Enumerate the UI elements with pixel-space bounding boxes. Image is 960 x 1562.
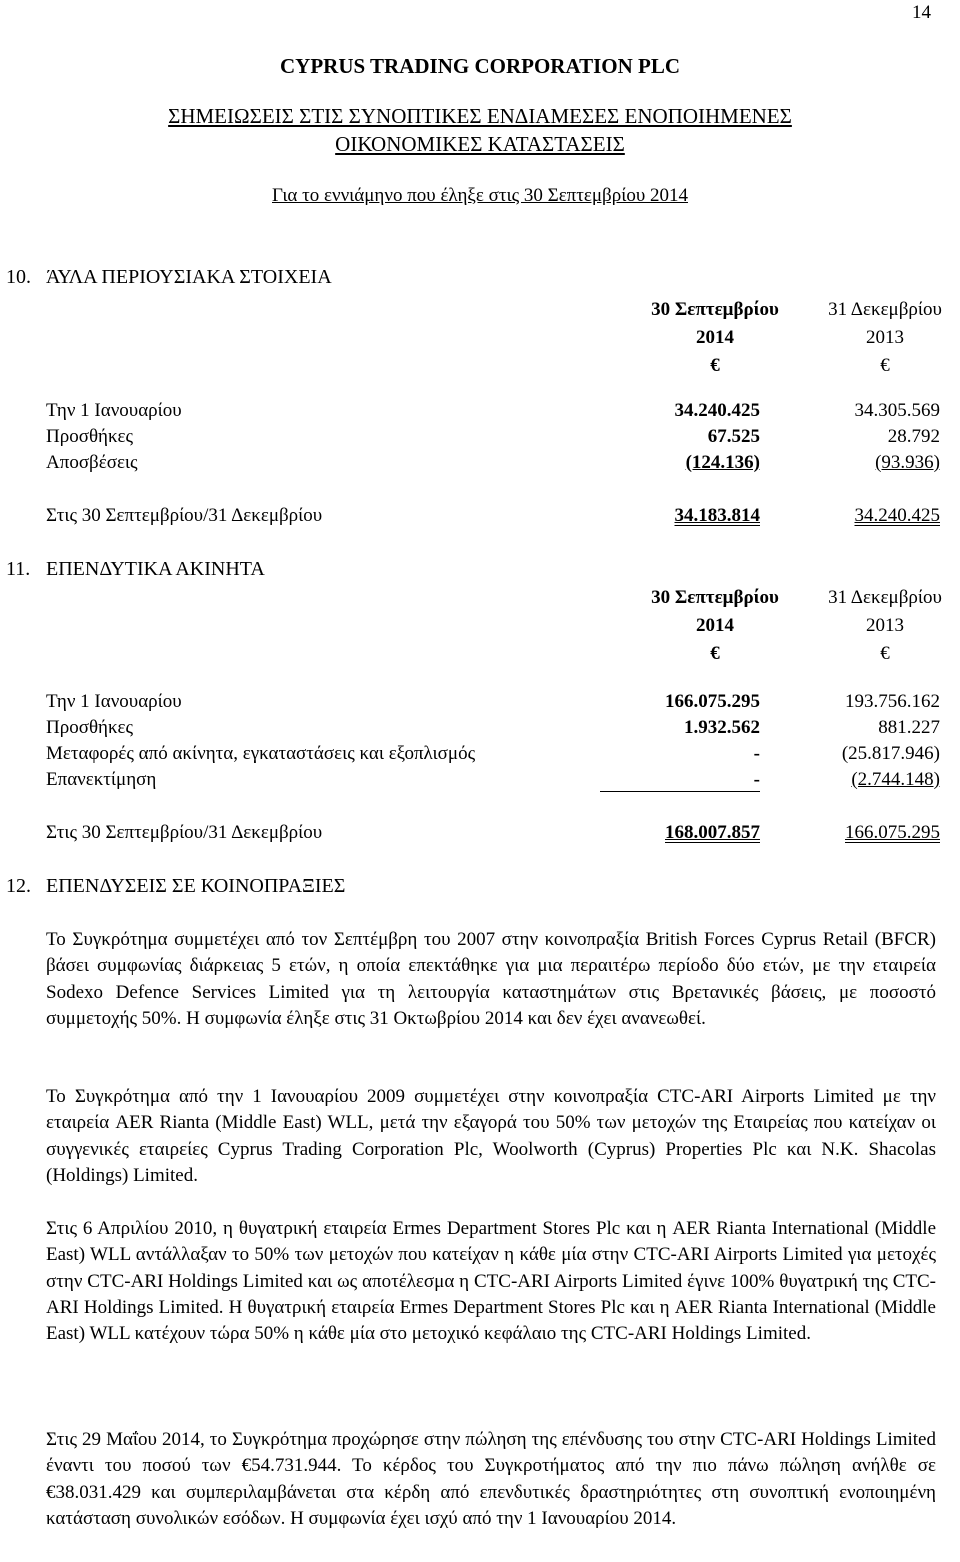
col-date: 31 Δεκεμβρίου xyxy=(828,299,942,320)
table-cell-2013: 881.227 xyxy=(878,717,940,738)
section-11-heading xyxy=(6,558,265,581)
section-number: 11. xyxy=(6,558,31,580)
table-cell-2014: 1.932.562 xyxy=(684,717,760,738)
notes-title-line1: ΣΗΜΕΙΩΣΕΙΣ ΣΤΙΣ ΣΥΝΟΠΤΙΚΕΣ ΕΝΔΙΑΜΕΣΕΣ ΕΝΟΠΟΙΗΜΕΝΕΣ xyxy=(168,104,792,128)
table-row-label: Την 1 Ιανουαρίου xyxy=(46,400,182,421)
col-year: 2013 xyxy=(866,327,904,348)
col-year: 2014 xyxy=(696,327,734,348)
section-title: ΆΥΛΑ ΠΕΡΙΟΥΣΙΑΚΑ ΣΤΟΙΧΕΙΑ xyxy=(46,266,332,288)
col-currency: € xyxy=(880,643,890,664)
table-row-label: Την 1 Ιανουαρίου xyxy=(46,691,182,712)
section-10-col1-header xyxy=(630,296,800,380)
col-date: 30 Σεπτεμβρίου xyxy=(651,587,779,608)
paragraph: Στις 29 Μαΐου 2014, το Συγκρότημα προχώρησε στην πώληση της επένδυσης του στην CTC-ARI Holdings Limited έναντι του ποσού των €54.731.944. Το κέρδος του Συγκροτήματος από την πιο πάνω πώληση ανήλθε σε €38.031.429 και συμπεριλαμβάνεται στα κέρδη από επενδυτικές δραστηριότητες στη συνοπτική ενοποιημένη κατάσταση συνολικών εσόδων. Η συμφωνία έχει ισχύ από την 1 Ιανουαρίου 2014. xyxy=(46,1429,936,1529)
section-10-heading xyxy=(6,266,332,289)
table-total-2013: 166.075.295 xyxy=(845,822,940,843)
company-name: CYPRUS TRADING CORPORATION PLC xyxy=(280,54,680,78)
table-row-label: Επανεκτίμηση xyxy=(46,769,157,790)
table-cell-2013: 193.756.162 xyxy=(845,691,940,712)
table-total-label: Στις 30 Σεπτεμβρίου/31 Δεκεμβρίου xyxy=(46,505,323,526)
table-cell-2013: 28.792 xyxy=(887,426,940,447)
section-10-col2-header xyxy=(800,296,960,380)
table-row-label: Προσθήκες xyxy=(46,717,134,738)
section-11-col2-header xyxy=(800,584,960,668)
table-cell-2014: 34.240.425 xyxy=(674,400,760,421)
table-total-label: Στις 30 Σεπτεμβρίου/31 Δεκεμβρίου xyxy=(46,822,323,843)
col-date: 31 Δεκεμβρίου xyxy=(828,587,942,608)
col-currency: € xyxy=(880,355,890,376)
notes-title-line2: ΟΙΚΟΝΟΜΙΚΕΣ ΚΑΤΑΣΤΑΣΕΙΣ xyxy=(335,132,625,156)
section-number: 10. xyxy=(6,266,31,288)
table-row-label: Προσθήκες xyxy=(46,426,134,447)
table-cell-2013: (2.744.148) xyxy=(851,769,940,790)
table-row-label: Μεταφορές από ακίνητα, εγκαταστάσεις και εξοπλισμός xyxy=(46,743,476,764)
table-total-2014: 168.007.857 xyxy=(665,822,760,843)
col-currency: € xyxy=(710,355,720,376)
table-cell-2013: (93.936) xyxy=(875,452,940,473)
table-cell-2014: 166.075.295 xyxy=(665,691,760,712)
table-cell-2013: 34.305.569 xyxy=(854,400,940,421)
section-11-col1-header xyxy=(630,584,800,668)
paragraph: Το Συγκρότημα από την 1 Ιανουαρίου 2009 συμμετέχει στην κοινοπραξία CTC-ARI Airports Limited με την εταιρεία AER Rianta (Middle East) WLL, μετά την εξαγορά του 50% των μετοχών της Εταιρείας που κατείχαν οι συγγενικές εταιρείες Cyprus Trading Corporation Plc, Woolworth (Cyprus) Properties Plc και N.K. Shacolas (Holdings) Limited. xyxy=(46,1086,936,1186)
section-title: ΕΠΕΝΔΥΤΙΚΑ ΑΚΙΝΗΤΑ xyxy=(46,558,265,580)
paragraph: Στις 6 Απριλίου 2010, η θυγατρική εταιρεία Ermes Department Stores Plc και η AER Rianta International (Middle East) WLL αντάλλαξαν το 50% των μετοχών που κατείχαν η κάθε μία στην CTC-ARI Airports Limited για μετοχές στην CTC-ARI Holdings Limited και ως αποτέλεσμα η CTC-ARI Airports Limited έγινε 100% θυγατρική της CTC-ARI Holdings Limited. Η θυγατρική εταιρεία Ermes Department Stores Plc και η AER Rianta International (Middle East) WLL κατέχουν τώρα 50% η κάθε μία στο μετοχικό κεφάλαιο της CTC-ARI Holdings Limited. xyxy=(46,1218,936,1345)
col-currency: € xyxy=(710,643,720,664)
period-subtitle: Για το εννιάμηνο που έληξε στις 30 Σεπτεμβρίου 2014 xyxy=(272,185,688,206)
col-year: 2014 xyxy=(696,615,734,636)
table-total-2014: 34.183.814 xyxy=(674,505,760,526)
table-cell-2014: (124.136) xyxy=(685,452,760,473)
page-number: 14 xyxy=(912,2,931,23)
section-title: ΕΠΕΝΔΥΣΕΙΣ ΣΕ ΚΟΙΝΟΠΡΑΞΙΕΣ xyxy=(46,875,346,897)
table-cell-2013: (25.817.946) xyxy=(841,743,940,764)
table-cell-2014: 67.525 xyxy=(707,426,760,447)
section-12-heading xyxy=(6,875,345,898)
col-year: 2013 xyxy=(866,615,904,636)
col-date: 30 Σεπτεμβρίου xyxy=(651,299,779,320)
table-cell-2014: - xyxy=(600,769,760,792)
table-total-2013: 34.240.425 xyxy=(854,505,940,526)
section-number: 12. xyxy=(6,875,31,897)
table-cell-2014: - xyxy=(753,743,760,764)
paragraph: Το Συγκρότημα συμμετέχει από τον Σεπτέμβρη του 2007 στην κοινοπραξία British Forces Cyprus Retail (BFCR) βάσει συμφωνίας διάρκειας 5 ετών, η οποία επεκτάθηκε για μια περαιτέρω περίοδο δύο ετών, με την εταιρεία Sodexo Defence Services Limited για τη λειτουργία καταστημάτων στις Βρετανικές βάσεις, με ποσοστό συμμετοχής 50%. Η συμφωνία έληξε στις 31 Οκτωβρίου 2014 και δεν έχει ανανεωθεί. xyxy=(46,929,936,1029)
table-row-label: Αποσβέσεις xyxy=(46,452,138,473)
